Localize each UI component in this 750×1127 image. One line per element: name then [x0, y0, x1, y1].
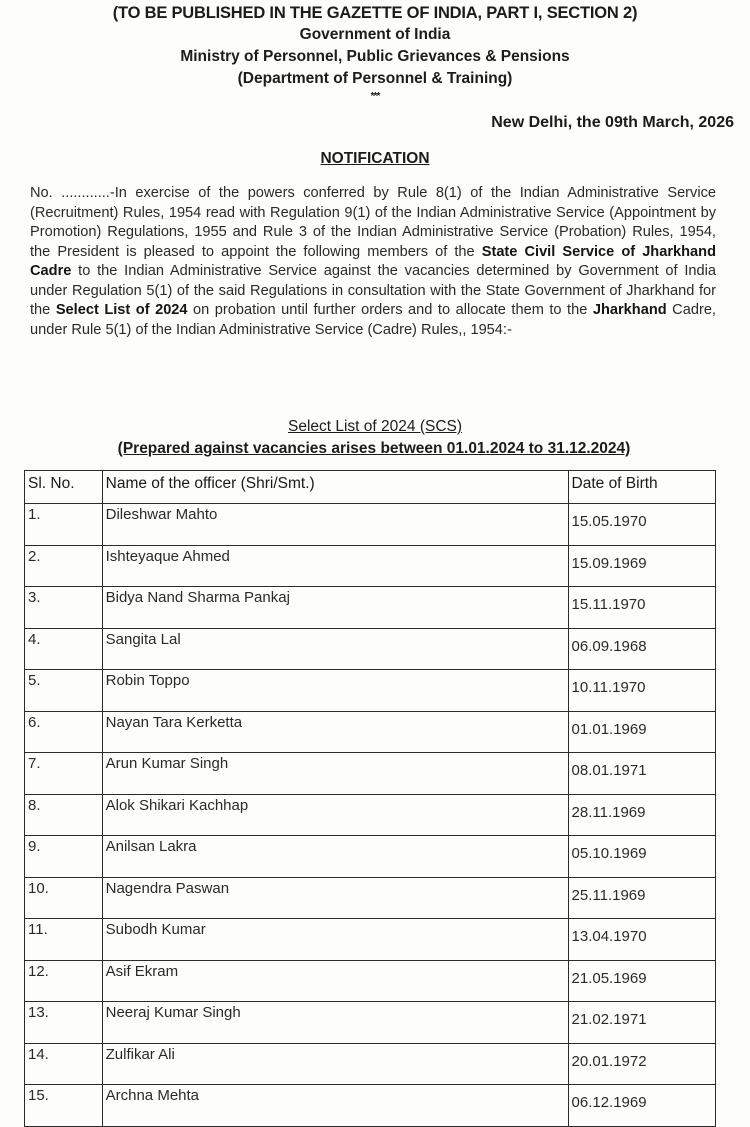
cell-officer-name: Nagendra Paswan — [102, 877, 568, 919]
body-text-4: Cadre, under Rule 5(1) of the Indian Administrative Service (Cadre) Rules,, 1954:- — [30, 302, 716, 338]
body-bold-jharkhand: Jharkhand — [592, 302, 667, 318]
notification-title-text: NOTIFICATION — [320, 150, 430, 167]
cell-officer-name: Sangita Lal — [102, 628, 568, 670]
cell-sl-no: 1. — [25, 504, 103, 546]
body-bold-select-list: Select List of 2024 — [55, 302, 188, 318]
cell-officer-name: Robin Toppo — [102, 670, 568, 712]
department-heading: (Department of Personnel & Training) — [237, 70, 513, 87]
body-text-3: on probation until further orders and to allocate them to the — [187, 302, 593, 318]
table-row — [25, 1043, 716, 1085]
cell-sl-no: 3. — [25, 587, 103, 629]
notification-body — [30, 184, 716, 340]
gazette-line: (TO BE PUBLISHED IN THE GAZETTE OF INDIA, PART I, SECTION 2) — [112, 4, 638, 22]
table-row — [25, 836, 716, 878]
cell-date-of-birth: 28.11.1969 — [568, 794, 715, 836]
government-heading: Government of India — [299, 26, 451, 43]
select-list-title — [0, 418, 750, 436]
cell-officer-name: Nayan Tara Kerketta — [102, 711, 568, 753]
cell-sl-no: 11. — [25, 919, 103, 961]
cell-sl-no: 8. — [25, 794, 103, 836]
cell-sl-no: 13. — [25, 1002, 103, 1044]
table-row — [25, 960, 716, 1002]
cell-officer-name: Archna Mehta — [102, 1085, 568, 1127]
table-row — [25, 670, 716, 712]
cell-sl-no: 10. — [25, 877, 103, 919]
table-row — [25, 919, 716, 961]
cell-date-of-birth: 10.11.1970 — [568, 670, 715, 712]
column-header-dob: Date of Birth — [568, 471, 715, 504]
cell-sl-no: 15. — [25, 1085, 103, 1127]
table-row — [25, 711, 716, 753]
cell-date-of-birth: 20.01.1972 — [568, 1043, 715, 1085]
cell-sl-no: 6. — [25, 711, 103, 753]
cell-officer-name: Alok Shikari Kachhap — [102, 794, 568, 836]
cell-sl-no: 2. — [25, 545, 103, 587]
table-row — [25, 877, 716, 919]
table-row — [25, 1002, 716, 1044]
column-header-name: Name of the officer (Shri/Smt.) — [102, 471, 568, 504]
cell-sl-no: 14. — [25, 1043, 103, 1085]
cell-officer-name: Subodh Kumar — [102, 919, 568, 961]
cell-date-of-birth: 25.11.1969 — [568, 877, 715, 919]
body-text-2: to the Indian Administrative Service against the vacancies determined by Government of India under Regulation 5(1) of the said Regulations in consultation with the State Government of Jharkhand for the — [30, 263, 716, 318]
body-text-1: No. ............-In exercise of the powers conferred by Rule 8(1) of the Indian Administrative Service (Recruitment) Rules, 1954 read with Regulation 9(1) of the Indian Administrative Service (Appointment by Promotion) Regulations, 1955 and Rule 3 of the Indian Administrative Service (Probation) Rules, 1954, the President is pleased to appoint the following members of the — [30, 185, 716, 260]
cell-date-of-birth: 06.12.1969 — [568, 1085, 715, 1127]
select-list-subtitle — [54, 440, 694, 458]
cell-sl-no: 5. — [25, 670, 103, 712]
table-row — [25, 587, 716, 629]
cell-officer-name: Neeraj Kumar Singh — [102, 1002, 568, 1044]
cell-officer-name: Anilsan Lakra — [102, 836, 568, 878]
table-row — [25, 545, 716, 587]
cell-date-of-birth: 15.11.1970 — [568, 587, 715, 629]
cell-date-of-birth: 13.04.1970 — [568, 919, 715, 961]
cell-date-of-birth: 15.05.1970 — [568, 504, 715, 546]
place-date: New Delhi, the 09th March, 2026 — [491, 114, 734, 131]
cell-officer-name: Bidya Nand Sharma Pankaj — [102, 587, 568, 629]
cell-date-of-birth: 15.09.1969 — [568, 545, 715, 587]
cell-officer-name: Arun Kumar Singh — [102, 753, 568, 795]
table-row — [25, 504, 716, 546]
ministry-heading: Ministry of Personnel, Public Grievances & Pensions — [180, 48, 570, 65]
table-header-row — [25, 471, 716, 504]
table-row — [25, 628, 716, 670]
select-list-title-text: Select List of 2024 (SCS) — [287, 418, 463, 435]
cell-date-of-birth: 21.02.1971 — [568, 1002, 715, 1044]
cell-officer-name: Ishteyaque Ahmed — [102, 545, 568, 587]
body-bold-cadre: State Civil Service of Jharkhand Cadre — [30, 243, 716, 279]
cell-date-of-birth: 05.10.1969 — [568, 836, 715, 878]
cell-sl-no: 12. — [25, 960, 103, 1002]
cell-sl-no: 7. — [25, 753, 103, 795]
officers-table — [24, 470, 716, 1127]
cell-date-of-birth: 06.09.1968 — [568, 628, 715, 670]
column-header-sl-no: Sl. No. — [25, 471, 103, 504]
cell-sl-no: 9. — [25, 836, 103, 878]
notification-title — [0, 150, 750, 168]
cell-date-of-birth: 21.05.1969 — [568, 960, 715, 1002]
cell-officer-name: Dileshwar Mahto — [102, 504, 568, 546]
table-row — [25, 753, 716, 795]
cell-sl-no: 4. — [25, 628, 103, 670]
cell-officer-name: Asif Ekram — [102, 960, 568, 1002]
table-row — [25, 794, 716, 836]
select-list-subtitle-text: (Prepared against vacancies arises between 01.01.2024 to 31.12.2024) — [117, 440, 631, 457]
cell-date-of-birth: 01.01.1969 — [568, 711, 715, 753]
separator-asterisks: *** — [370, 91, 380, 102]
table-row — [25, 1085, 716, 1127]
cell-officer-name: Zulfikar Ali — [102, 1043, 568, 1085]
cell-date-of-birth: 08.01.1971 — [568, 753, 715, 795]
